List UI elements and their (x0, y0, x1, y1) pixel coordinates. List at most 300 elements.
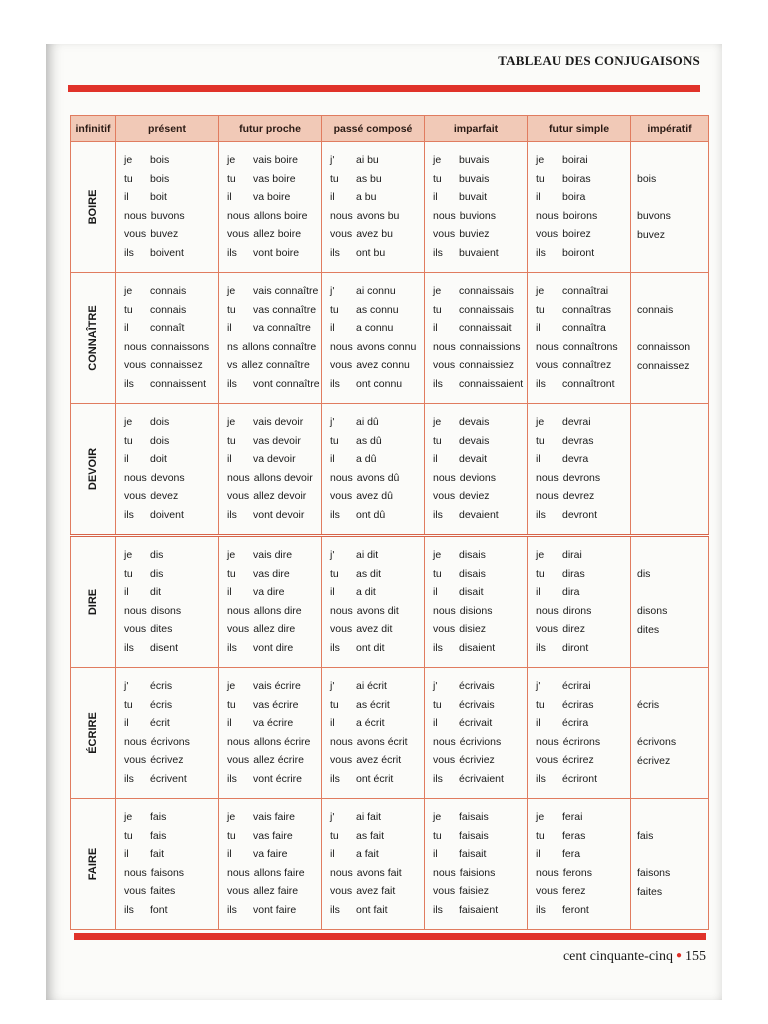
verb-form: devras (562, 434, 594, 447)
verb-form: vas connaître (253, 303, 317, 316)
pronoun: vous (330, 228, 353, 240)
conjugation-line (330, 602, 424, 621)
pronoun: je (433, 154, 442, 166)
imperative-cell (631, 668, 709, 799)
conjugation-line (330, 565, 424, 584)
conjugation-line (330, 225, 424, 244)
tense-cell (116, 273, 219, 404)
verb-form: ferai (562, 811, 583, 823)
conjugation-line (330, 356, 424, 375)
verb-row (71, 404, 709, 536)
verb-form: avez connu (356, 359, 410, 371)
verb-form: faisais (459, 811, 489, 823)
pronoun: il (227, 453, 232, 465)
conjugation-line (536, 565, 630, 584)
imperative-form: écrivez (637, 754, 671, 767)
pronoun: il (227, 717, 232, 729)
pronoun: je (536, 416, 545, 428)
verb-form: a dû (356, 453, 377, 465)
conjugation-line (227, 282, 321, 301)
conjugation-line (433, 751, 527, 770)
pronoun: il (433, 586, 438, 598)
conjugation-line (536, 319, 630, 338)
conjugation-line (536, 469, 630, 488)
verb-form: buvons (150, 209, 185, 222)
conjugation-line (227, 808, 321, 827)
verb-row (71, 668, 709, 799)
pronoun: vous (536, 754, 559, 766)
conjugation-line (536, 207, 630, 226)
conjugation-line (124, 827, 218, 846)
verb-form: va boire (253, 191, 291, 203)
bottom-divider (74, 933, 706, 940)
conjugation-line (433, 207, 527, 226)
pronoun: ils (330, 246, 340, 259)
verb-form: connaissiez (459, 359, 515, 371)
verb-form: écriviez (459, 754, 495, 766)
tense-cell (116, 799, 219, 930)
conjugation-line (124, 882, 218, 901)
imperative-form (637, 846, 708, 865)
verb-form: connaissais (459, 285, 514, 297)
conjugation-line (536, 751, 630, 770)
pronoun: tu (433, 172, 442, 185)
pronoun: je (536, 154, 545, 166)
conjugation-line (433, 882, 527, 901)
conjugation-line (124, 413, 218, 432)
verb-form: allez dire (253, 623, 296, 635)
verb-form: connaissons (150, 340, 210, 353)
pronoun: je (227, 811, 236, 823)
pronoun: il (433, 848, 438, 860)
pronoun: j' (536, 680, 541, 692)
pronoun: je (433, 549, 442, 561)
verb-form: écriras (562, 698, 594, 711)
tense-cell (219, 404, 322, 536)
verb-form: ont écrit (356, 772, 394, 785)
pronoun: tu (536, 567, 545, 580)
pronoun: nous (536, 735, 559, 748)
pronoun: tu (124, 698, 133, 711)
verb-form: faisions (459, 866, 496, 879)
column-header: impératif (631, 116, 709, 142)
verb-form: écrivais (459, 680, 495, 692)
verb-form: a bu (356, 191, 377, 203)
conjugation-line (330, 639, 424, 658)
pronoun: nous (124, 209, 147, 222)
verb-form: allons connaître (242, 340, 317, 353)
conjugation-line (536, 356, 630, 375)
conjugation-line (536, 901, 630, 920)
verb-form: dirons (562, 604, 592, 617)
pronoun: vous (433, 754, 456, 766)
verb-form: écrit (150, 717, 170, 729)
pronoun: ils (536, 377, 546, 390)
pronoun: tu (433, 829, 442, 842)
pronoun: il (433, 322, 438, 334)
pronoun: tu (536, 829, 545, 842)
pronoun: nous (433, 471, 456, 484)
verb-form: buvais (459, 172, 490, 185)
pronoun: ils (433, 641, 443, 654)
tense-cell (425, 536, 528, 668)
pronoun: j' (330, 549, 335, 561)
pronoun: ils (227, 508, 237, 521)
verb-form: écriront (562, 772, 598, 785)
column-header: futur proche (219, 116, 322, 142)
conjugation-line (536, 845, 630, 864)
infinitive-label: BOIRE (87, 189, 99, 225)
conjugation-line (330, 620, 424, 639)
verb-form: boiront (562, 246, 595, 259)
pronoun: nous (330, 471, 353, 484)
verb-form: ai connu (356, 285, 396, 297)
column-header: infinitif (71, 116, 116, 142)
verb-form: écrirai (562, 680, 591, 692)
verb-form: connaîtrons (562, 340, 618, 353)
verb-form: a dit (356, 586, 376, 598)
pronoun: tu (124, 567, 133, 580)
conjugation-line (124, 808, 218, 827)
conjugation-line (227, 151, 321, 170)
pronoun: vous (124, 754, 147, 766)
pronoun: nous (330, 604, 353, 617)
conjugation-line (227, 827, 321, 846)
pronoun: vous (124, 885, 147, 897)
conjugation-line (433, 151, 527, 170)
conjugation-line (124, 301, 218, 320)
conjugation-line (330, 338, 424, 357)
verb-form: faisons (150, 866, 185, 879)
conjugation-line (330, 413, 424, 432)
imperative-form: faites (637, 885, 663, 898)
conjugation-line (124, 151, 218, 170)
pronoun: ns (227, 340, 239, 353)
verb-form: allez faire (253, 885, 299, 897)
column-header: futur simple (528, 116, 631, 142)
verb-form: vais devoir (253, 416, 304, 428)
conjugation-line (227, 225, 321, 244)
pronoun: il (330, 717, 335, 729)
conjugation-line (536, 413, 630, 432)
conjugation-line (433, 733, 527, 752)
verb-form: allons dire (253, 604, 302, 617)
verb-form: doivent (150, 508, 184, 521)
pronoun: vs (227, 359, 238, 371)
pronoun: nous (124, 604, 147, 617)
verb-form: faisais (459, 829, 489, 842)
pronoun: je (536, 811, 545, 823)
infinitive-label: DIRE (87, 588, 99, 616)
conjugation-line (330, 188, 424, 207)
conjugation-line (330, 207, 424, 226)
verb-form: allons devoir (253, 471, 313, 484)
pronoun: ils (330, 377, 340, 390)
verb-form: boit (150, 191, 167, 203)
verb-form: devaient (459, 508, 499, 521)
pronoun: vous (330, 359, 353, 371)
verb-form: ai dû (356, 416, 379, 428)
imperative-form: buvez (637, 228, 666, 241)
tense-cell (528, 668, 631, 799)
verb-form: ferons (562, 866, 592, 879)
conjugation-line (330, 808, 424, 827)
verb-form: écrira (562, 717, 589, 729)
verb-form: vas boire (253, 172, 296, 185)
conjugation-line (124, 469, 218, 488)
pronoun: vous (330, 623, 353, 635)
pronoun: il (227, 322, 232, 334)
pronoun: j' (124, 680, 129, 692)
conjugation-line (433, 714, 527, 733)
pronoun: vous (433, 359, 456, 371)
verb-form: connais (150, 285, 187, 297)
verb-form: va dire (253, 586, 285, 598)
imperative-cell (631, 142, 709, 273)
pronoun: tu (330, 567, 339, 580)
verb-form: avons dit (356, 604, 399, 617)
pronoun: nous (433, 604, 456, 617)
conjugation-line (227, 546, 321, 565)
conjugation-line (227, 901, 321, 920)
pronoun: ils (536, 641, 546, 654)
verb-form: ai écrit (356, 680, 387, 692)
conjugation-line (124, 583, 218, 602)
verb-form: écrivions (459, 735, 502, 748)
pronoun: ils (433, 508, 443, 521)
pronoun: tu (227, 303, 236, 316)
conjugation-line (227, 714, 321, 733)
pronoun: vous (536, 359, 559, 371)
tense-cell (322, 404, 425, 536)
verb-form: vais boire (253, 154, 298, 166)
verb-form: ont dû (356, 508, 386, 521)
verb-form: écrivais (459, 698, 495, 711)
conjugation-line (227, 432, 321, 451)
conjugation-line (330, 583, 424, 602)
imperative-form: dites (637, 623, 660, 636)
tense-cell (322, 668, 425, 799)
tense-cell (219, 536, 322, 668)
verb-form: vais connaître (253, 285, 319, 297)
conjugation-line (124, 170, 218, 189)
verb-form: deviez (459, 490, 490, 502)
verb-row (71, 142, 709, 273)
pronoun: il (433, 453, 438, 465)
conjugation-line (330, 170, 424, 189)
verb-form: avons écrit (356, 735, 408, 748)
verb-form: ai dit (356, 549, 379, 561)
verb-form: vais écrire (253, 680, 301, 692)
pronoun: tu (227, 698, 236, 711)
verb-form: connaissions (459, 340, 521, 353)
pronoun: nous (536, 604, 559, 617)
pronoun: ils (433, 246, 443, 259)
pronoun: nous (227, 866, 250, 879)
infinitive-cell (71, 799, 116, 930)
verb-form: vont connaître (253, 377, 320, 390)
conjugation-line (124, 677, 218, 696)
conjugation-line (330, 864, 424, 883)
verb-form: devront (562, 508, 598, 521)
pronoun: vous (124, 228, 147, 240)
pronoun: tu (330, 829, 339, 842)
conjugation-line (227, 188, 321, 207)
conjugation-line (330, 751, 424, 770)
verb-form: as dû (356, 434, 382, 447)
pronoun: nous (330, 866, 353, 879)
verb-form: fais (150, 811, 167, 823)
pronoun: nous (124, 471, 147, 484)
pronoun: vous (433, 885, 456, 897)
pronoun: nous (330, 209, 353, 222)
verb-form: buvions (459, 209, 496, 222)
conjugation-line (227, 375, 321, 394)
infinitive-cell (71, 404, 116, 536)
imperative-form: disons (637, 605, 668, 617)
pronoun: vous (330, 754, 353, 766)
conjugation-line (227, 301, 321, 320)
verb-form: connaissais (459, 303, 514, 316)
tense-cell (425, 668, 528, 799)
tense-cell (425, 799, 528, 930)
conjugation-line (433, 487, 527, 506)
verb-form: écrivaient (459, 772, 504, 785)
imperative-form: connaissez (637, 359, 690, 372)
conjugation-line (330, 770, 424, 789)
pronoun: nous (330, 735, 353, 748)
conjugation-line (536, 338, 630, 357)
conjugation-line (536, 733, 630, 752)
pronoun: tu (536, 434, 545, 447)
pronoun: nous (536, 866, 559, 879)
pronoun: nous (536, 209, 559, 222)
verb-form: devais (459, 434, 490, 447)
pronoun: je (124, 154, 133, 166)
verb-form: ont connu (356, 377, 403, 390)
conjugation-line (330, 677, 424, 696)
infinitive-cell (71, 142, 116, 273)
pronoun: tu (330, 172, 339, 185)
page-title: TABLEAU DES CONJUGAISONS (498, 53, 700, 68)
verb-form: faites (150, 885, 176, 897)
conjugation-line (433, 432, 527, 451)
conjugation-line (124, 565, 218, 584)
pronoun: j' (330, 680, 335, 692)
table-body (71, 142, 709, 930)
verb-form: connaissaient (459, 377, 524, 390)
pronoun: je (433, 285, 442, 297)
verb-form: écrivons (150, 735, 190, 748)
conjugation-line (536, 639, 630, 658)
pronoun: il (227, 848, 232, 860)
verb-form: a fait (356, 848, 379, 860)
pronoun: ils (227, 246, 237, 259)
verb-form: écrirez (562, 754, 594, 766)
verb-form: vas dire (253, 567, 290, 580)
verb-form: vont devoir (253, 508, 305, 521)
conjugation-line (227, 751, 321, 770)
conjugation-line (227, 770, 321, 789)
verb-form: allons faire (253, 866, 305, 879)
pronoun: nous (433, 735, 456, 748)
conjugation-line (433, 565, 527, 584)
infinitive-cell (71, 668, 116, 799)
verb-form: allez boire (253, 228, 302, 240)
pronoun: nous (536, 471, 559, 484)
pronoun: tu (433, 303, 442, 316)
pronoun: il (536, 586, 541, 598)
verb-form: va écrire (253, 717, 294, 729)
conjugation-line (433, 639, 527, 658)
conjugation-line (433, 170, 527, 189)
tense-cell (116, 404, 219, 536)
verb-form: bois (150, 172, 170, 185)
verb-form: as dit (356, 567, 382, 580)
pronoun: je (227, 154, 236, 166)
imperative-form (637, 715, 708, 734)
conjugation-line (124, 770, 218, 789)
conjugation-line (536, 864, 630, 883)
pronoun: vous (433, 490, 456, 502)
pronoun: il (227, 586, 232, 598)
pronoun: il (536, 453, 541, 465)
verb-form: dit (150, 586, 162, 598)
conjugation-line (536, 301, 630, 320)
pronoun: nous (433, 209, 456, 222)
imperative-form (637, 469, 708, 488)
verb-form: buvait (459, 191, 488, 203)
conjugation-line (227, 450, 321, 469)
conjugation-line (124, 733, 218, 752)
pronoun: tu (124, 303, 133, 316)
imperative-form: écrivons (637, 736, 677, 748)
verb-form: devez (150, 490, 179, 502)
conjugation-line (433, 244, 527, 263)
conjugation-line (536, 583, 630, 602)
pronoun: tu (227, 567, 236, 580)
tense-cell (116, 668, 219, 799)
verb-row (71, 799, 709, 930)
tense-cell (219, 142, 322, 273)
conjugation-line (227, 338, 321, 357)
tense-cell (322, 273, 425, 404)
verb-form: diras (562, 567, 585, 580)
verb-form: disait (459, 586, 484, 598)
verb-form: vais dire (253, 549, 293, 561)
conjugation-line (536, 696, 630, 715)
verb-form: allez écrire (253, 754, 304, 766)
tense-cell (528, 404, 631, 536)
conjugation-line (536, 506, 630, 525)
verb-form: dites (150, 623, 173, 635)
verb-form: avez fait (356, 885, 396, 897)
verb-form: connais (150, 303, 187, 316)
pronoun: vous (227, 754, 250, 766)
conjugation-line (536, 546, 630, 565)
conjugation-line (433, 338, 527, 357)
pronoun: ils (124, 246, 134, 259)
conjugation-line (536, 602, 630, 621)
verb-form: a connu (356, 322, 394, 334)
conjugation-line (124, 282, 218, 301)
pronoun: vous (330, 490, 353, 502)
verb-form: boirez (562, 228, 591, 240)
pronoun: nous (124, 866, 147, 879)
pronoun: il (330, 453, 335, 465)
pronoun: ils (330, 641, 340, 654)
pronoun: ils (536, 772, 546, 785)
